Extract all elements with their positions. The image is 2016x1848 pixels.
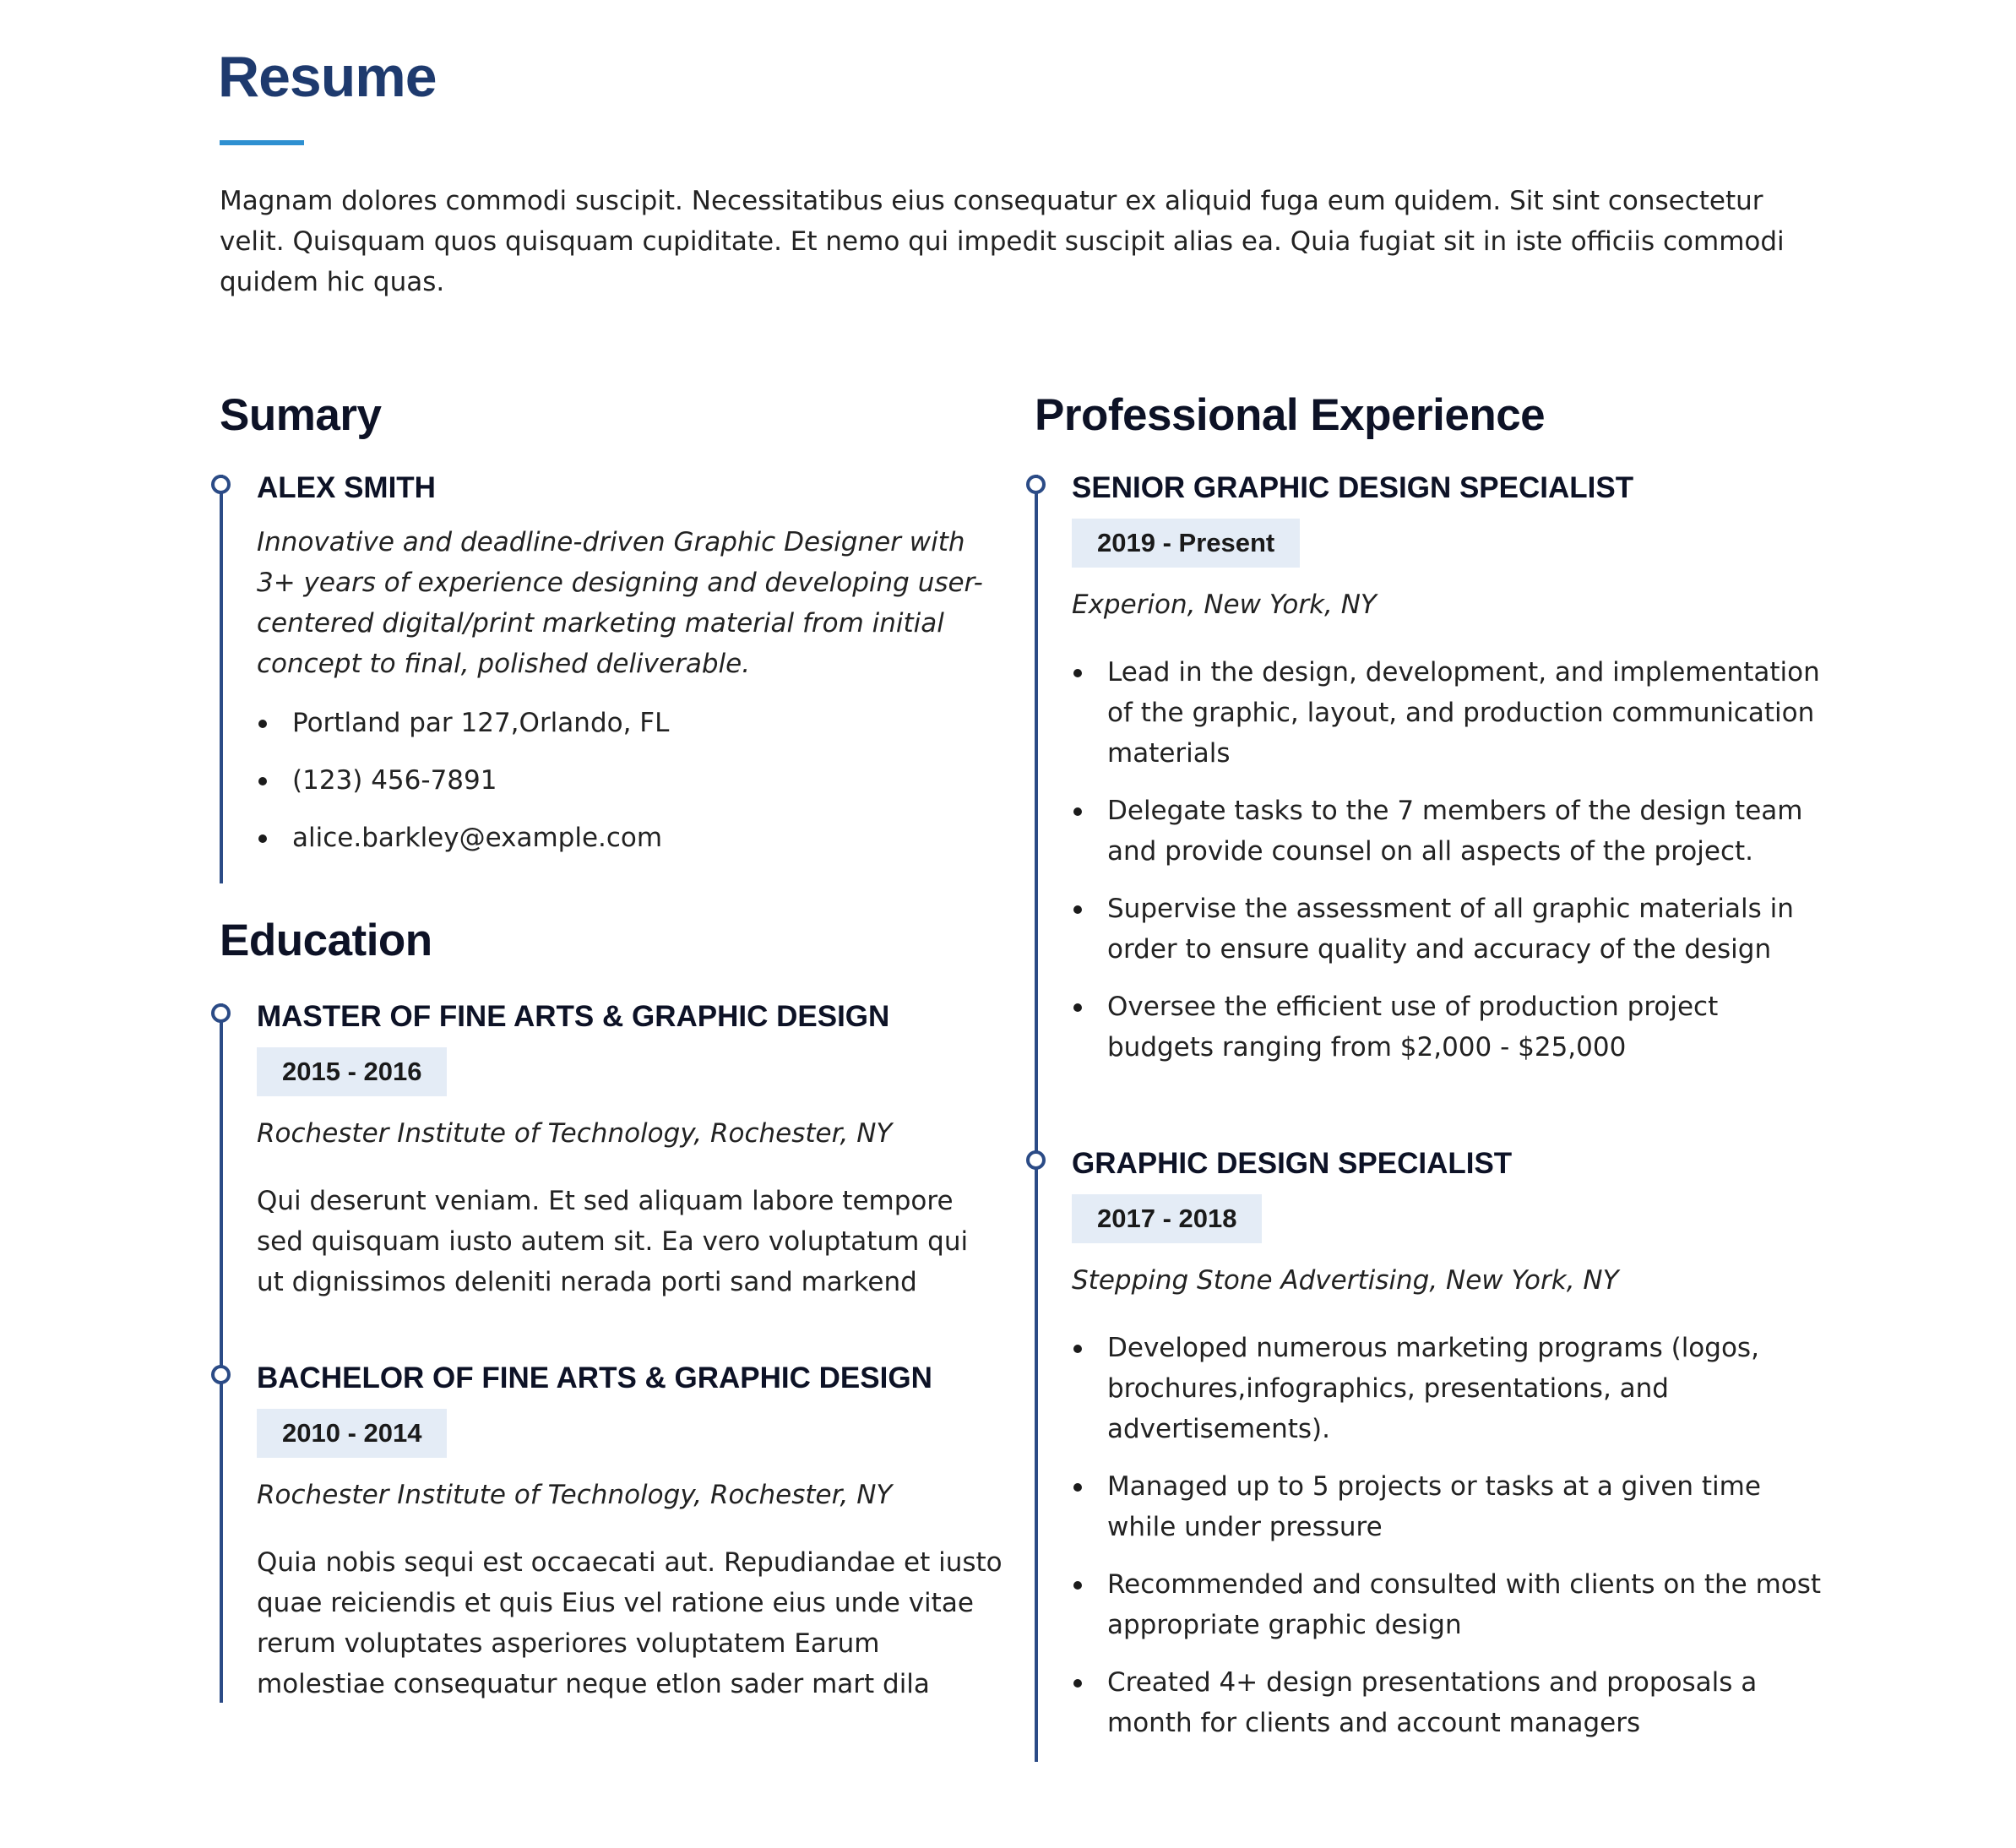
experience-heading: Professional Experience (1035, 390, 1546, 440)
contact-address: Portland par 127,Orlando, FL (257, 703, 992, 743)
job-company: Experion, New York, NY (1072, 590, 1377, 620)
contact-phone[interactable]: (123) 456-7891 (257, 760, 992, 801)
job-bullet: Created 4+ design presentations and proposals a month for clients and account managers (1072, 1662, 1832, 1743)
summary-timeline (220, 475, 223, 883)
job-years-badge: 2019 - Present (1072, 519, 1300, 568)
job-bullet: Managed up to 5 projects or tasks at a given time while under pressure (1072, 1466, 1832, 1547)
intro-paragraph: Magnam dolores commodi suscipit. Necessitatibus eius consequatur ex aliquid fuga eum quidem. Sit sint consectetur velit. Quisquam quos quisquam cupiditate. Et nemo qui impedit suscipit alias ea. Quia fugiat sit in iste officiis commodi quidem hic quas. (220, 186, 1785, 297)
education-timeline (220, 1003, 223, 1703)
summary-name: ALEX SMITH (257, 471, 436, 504)
job-bullet: Developed numerous marketing programs (logos, brochures,infographics, presentations, and advertisements). (1072, 1328, 1832, 1449)
education-heading: Education (220, 916, 432, 965)
job-bullet: Supervise the assessment of all graphic materials in order to ensure quality and accuracy of the design (1072, 889, 1832, 970)
title-underline (220, 140, 304, 145)
education-years-badge: 2010 - 2014 (257, 1409, 447, 1458)
job-bullet: Oversee the efficient use of production project budgets ranging from $2,000 - $25,000 (1072, 987, 1832, 1068)
experience-timeline (1035, 475, 1038, 1762)
job-bullet: Delegate tasks to the 7 members of the design team and provide counsel on all aspects of the project. (1072, 791, 1832, 872)
education-description: Qui deserunt veniam. Et sed aliquam labore tempore sed quisquam iusto autem sit. Ea vero voluptatum qui ut dignissimos deleniti nerada porti sand markend (257, 1186, 969, 1297)
job-bullet-list (1072, 652, 1832, 1084)
education-degree: MASTER OF FINE ARTS & GRAPHIC DESIGN (257, 1000, 890, 1033)
contact-email: alice.barkley@example.com (257, 818, 992, 858)
education-timeline-node (211, 1003, 231, 1023)
job-years-badge: 2017 - 2018 (1072, 1194, 1262, 1243)
experience-timeline-node (1026, 475, 1046, 494)
education-school: Rochester Institute of Technology, Rochester, NY (257, 1118, 893, 1149)
education-school: Rochester Institute of Technology, Rochester, NY (257, 1480, 893, 1510)
job-bullet-list (1072, 1328, 1832, 1760)
education-years-badge: 2015 - 2016 (257, 1047, 447, 1096)
education-timeline-node (211, 1365, 231, 1384)
summary-timeline-node (211, 475, 231, 494)
page-title: Resume (218, 45, 437, 109)
job-title: SENIOR GRAPHIC DESIGN SPECIALIST (1072, 471, 1634, 504)
summary-bio: Innovative and deadline-driven Graphic Designer with 3+ years of experience designing and developing user-centered digital/print marketing material from initial concept to final, polished deliverable. (257, 527, 983, 679)
job-bullet: Lead in the design, development, and implementation of the graphic, layout, and production communication materials (1072, 652, 1832, 774)
summary-heading: Sumary (220, 390, 382, 440)
contact-list (257, 703, 992, 875)
job-bullet: Recommended and consulted with clients on the most appropriate graphic design (1072, 1564, 1832, 1645)
experience-timeline-node (1026, 1150, 1046, 1170)
education-description: Quia nobis sequi est occaecati aut. Repudiandae et iusto quae reiciendis et quis Eius vel ratione eius unde vitae rerum voluptates asperiores voluptatem Earum molestiae consequatur neque etlon sader mart dila (257, 1547, 1003, 1699)
education-degree: BACHELOR OF FINE ARTS & GRAPHIC DESIGN (257, 1362, 932, 1394)
job-title: GRAPHIC DESIGN SPECIALIST (1072, 1147, 1513, 1180)
job-company: Stepping Stone Advertising, New York, NY (1072, 1265, 1619, 1296)
